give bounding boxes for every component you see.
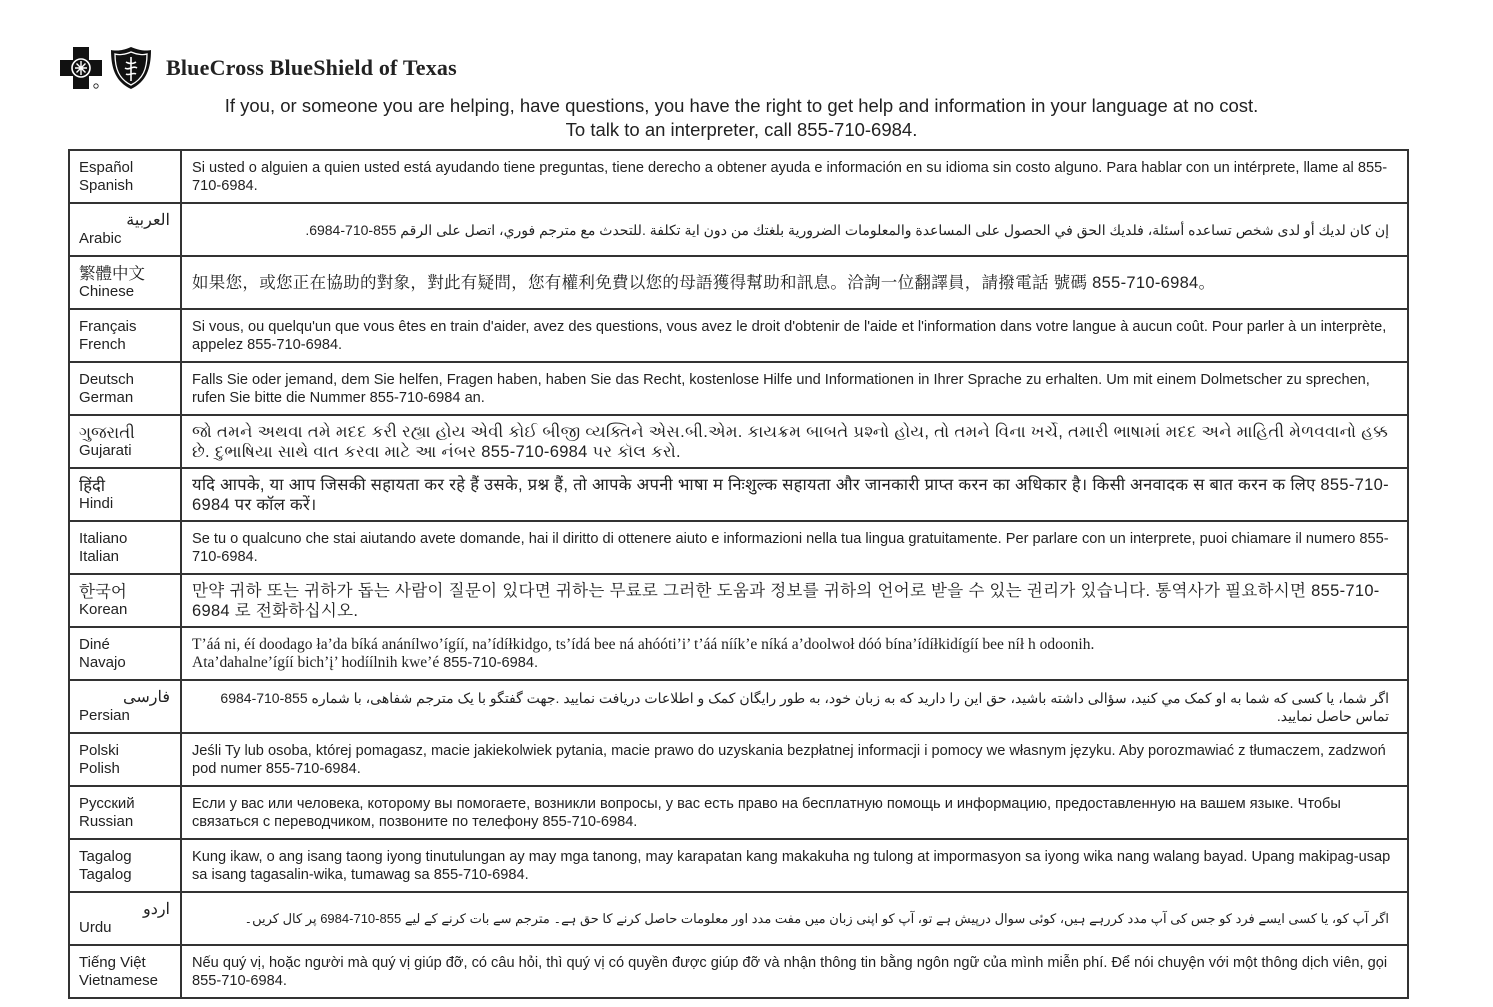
table-row-korean bbox=[69, 574, 1408, 627]
table-row-urdu bbox=[69, 892, 1408, 945]
language-name-cell bbox=[69, 839, 181, 892]
notice-text: यदि आपके, या आप जिसकी सहायता कर रहे हैं उसके, प्रश्न हैं, तो आपके अपनी भाषा म निःशुल्क सहायता और जानकारी प्राप्त करन का अधिकार है। किसी अनवादक स बात करन क लिए 855-710-6984 पर कॉल करें। bbox=[181, 468, 1408, 521]
native-language-name: اردو bbox=[142, 900, 170, 918]
table-row-vietnamese bbox=[69, 945, 1408, 998]
notice-text: Falls Sie oder jemand, dem Sie helfen, Fragen haben, haben Sie das Recht, kostenlose Hilfe und Informationen in Ihrer Sprache zu erhalten. Um mit einem Dolmetscher zu sprechen, rufen Sie bitte die Nummer 855-710-6984 an. bbox=[181, 362, 1408, 415]
notice-text: إن كان لديك أو لدى شخص تساعده أسئلة، فلديك الحق في الحصول على المساعدة والمعلومات الضرورية بلغتك من دون اية تكلفة .للتحدث مع مترجم فوري، اتصل على الرقم 855-710-6984. bbox=[181, 203, 1408, 256]
notice-text: Jeśli Ty lub osoba, której pomagasz, macie jakiekolwiek pytania, macie prawo do uzyskania bezpłatnej informacji i pomocy we własnym języku. Aby porozmawiać z tłumaczem, zadzwoń pod numer 855-710-6984. bbox=[181, 733, 1408, 786]
notice-text: Si vous, ou quelqu'un que vous êtes en train d'aider, avez des questions, vous avez le droit d'obtenir de l'aide et l'information dans votre langue à aucun coût. Pour parler à un interprète, appelez 855-710-6984. bbox=[181, 309, 1408, 362]
table-row-spanish bbox=[69, 150, 1408, 203]
table-row-russian bbox=[69, 786, 1408, 839]
language-name-cell bbox=[69, 362, 181, 415]
native-language-name: हिंदी bbox=[79, 476, 106, 495]
english-language-name: Gujarati bbox=[79, 441, 132, 459]
brand-header bbox=[58, 44, 457, 92]
intro-line-2: To talk to an interpreter, call 855-710-6984. bbox=[565, 119, 918, 140]
notice-text: اگر شما، یا کسی که شما به او کمک مي کنيد، سؤالی داشته باشيد، حق اين را داريد که به زبان خود، به طور رايگان کمک و اطلاعات دريافت نماييد .جهت گفتگو با يک مترجم شفاهی، با شماره 855-710-6984 تماس حاصل نماييد. bbox=[181, 680, 1408, 733]
language-name-cell bbox=[69, 415, 181, 468]
table-row-persian bbox=[69, 680, 1408, 733]
language-name-cell bbox=[69, 521, 181, 574]
native-language-name: Français bbox=[79, 317, 137, 335]
native-language-name: Tiếng Việt bbox=[79, 953, 146, 971]
native-language-name: Italiano bbox=[79, 529, 128, 547]
table-row-navajo bbox=[69, 627, 1408, 680]
blue-cross-icon bbox=[58, 45, 104, 91]
table-row-hindi bbox=[69, 468, 1408, 521]
brand-name: BlueCross BlueShield of Texas bbox=[166, 55, 457, 80]
table-row-gujarati bbox=[69, 415, 1408, 468]
notice-text: Kung ikaw, o ang isang taong iyong tinutulungan ay may mga tanong, may karapatan kang makakuha ng tulong at impormasyon sa iyong wika nang walang bayad. Upang makipag-usap sa isang tagasalin-wika, tumawag sa 855-710-6984. bbox=[181, 839, 1408, 892]
interpreter-phone-number: 855-710-6984. bbox=[443, 654, 539, 671]
english-language-name: Vietnamese bbox=[79, 971, 158, 989]
intro-line-1: If you, or someone you are helping, have questions, you have the right to get help and information in your language at no cost. bbox=[224, 95, 1259, 116]
table-row-chinese bbox=[69, 256, 1408, 309]
notice-text: 만약 귀하 또는 귀하가 돕는 사람이 질문이 있다면 귀하는 무료로 그러한 도움과 정보를 귀하의 언어로 받을 수 있는 권리가 있습니다. 통역사가 필요하시면 855-710-6984 로 전화하십시오. bbox=[181, 574, 1408, 627]
table-row-german bbox=[69, 362, 1408, 415]
english-language-name: Persian bbox=[79, 706, 130, 724]
native-language-name: Español bbox=[79, 158, 134, 176]
english-language-name: Arabic bbox=[79, 229, 122, 247]
notice-text: જો તમને અથવા તમે મદદ કરી રહ્યા હોય એવી કોઈ બીજી વ્યક્તિને એસ.બી.એમ. કાયક્રમ બાબતે પ્રશ્નો હોય, તો તમને વિના ખર્ચે, તમારી ભાષામાં મદદ અને માહિતી મેળવવાનો હક્ક છે. દુભાષિયા સાથે વાત કરવા માટે આ નંબર 855-710-6984 પર કૉલ કરો. bbox=[181, 415, 1408, 468]
english-language-name: Polish bbox=[79, 759, 120, 777]
notice-text-line-1: T’áá ni, éí doodago ła’da bíká anánílwo’ígíí, na’ídíłkidgo, ts’ídá bee ná ahóóti’i’ t’áá níík’e níká a’doolwoł dóó bína’ídíłkidígíí bee níł h odoonih. bbox=[192, 635, 1095, 653]
english-language-name: German bbox=[79, 388, 134, 406]
native-language-name: Русский bbox=[79, 794, 135, 812]
language-name-cell bbox=[69, 627, 181, 680]
notice-text-line-2 bbox=[192, 654, 1395, 672]
notice-text bbox=[181, 627, 1408, 680]
language-name-cell bbox=[69, 309, 181, 362]
english-language-name: Italian bbox=[79, 547, 120, 565]
notice-text: Si usted o alguien a quien usted está ayudando tiene preguntas, tiene derecho a obtener ayuda e información en su idioma sin costo alguno. Para hablar con un intérprete, llame al 855-710-6984. bbox=[181, 150, 1408, 203]
notice-text: Если у вас или человека, которому вы помогаете, возникли вопросы, у вас есть право на бесплатную помощь и информацию, предоставленную на вашем языке. Чтобы связаться с переводчиком, позвоните по телефону 855-710-6984. bbox=[181, 786, 1408, 839]
english-language-name: Russian bbox=[79, 812, 134, 830]
native-language-name: Polski bbox=[79, 741, 120, 759]
language-table bbox=[68, 149, 1409, 999]
language-name-cell bbox=[69, 786, 181, 839]
notice-text: اگر آپ کو، یا کسی ایسے فرد کو جس کی آپ مدد کررہے ہیں، کوئی سوال درپیش ہے تو، آپ کو اپنی زبان میں مفت مدد اور معلومات حاصل کرنے کا حق ہے۔ مترجم سے بات کرنے کے لیے 855-710-6984 پر کال کریں۔ bbox=[181, 892, 1408, 945]
table-row-french bbox=[69, 309, 1408, 362]
english-language-name: Urdu bbox=[79, 918, 112, 936]
english-language-name: French bbox=[79, 335, 126, 353]
table-row-tagalog bbox=[69, 839, 1408, 892]
native-language-name: فارسی bbox=[123, 688, 170, 706]
english-language-name: Tagalog bbox=[79, 865, 132, 883]
native-language-name: 한국어 bbox=[79, 582, 127, 601]
language-name-cell bbox=[69, 256, 181, 309]
english-language-name: Navajo bbox=[79, 653, 126, 671]
blue-shield-icon bbox=[108, 45, 154, 91]
english-language-name: Korean bbox=[79, 600, 128, 618]
native-language-name: Deutsch bbox=[79, 370, 135, 388]
notice-text: 如果您，或您正在協助的對象，對此有疑問，您有權利免費以您的母語獲得幫助和訊息。洽詢一位翻譯員，請撥電話 號碼 855-710-6984。 bbox=[181, 256, 1408, 309]
table-row-arabic bbox=[69, 203, 1408, 256]
language-name-cell bbox=[69, 468, 181, 521]
native-language-name: Tagalog bbox=[79, 847, 132, 865]
native-language-name: العربية bbox=[126, 211, 170, 229]
language-name-cell bbox=[69, 733, 181, 786]
native-language-name: Diné bbox=[79, 635, 110, 653]
table-row-italian bbox=[69, 521, 1408, 574]
native-language-name: ગુજરાતી bbox=[79, 423, 135, 442]
notice-text: Nếu quý vị, hoặc người mà quý vị giúp đỡ, có câu hỏi, thì quý vị có quyền được giúp đỡ và nhận thông tin bằng ngôn ngữ của mình miễn phí. Để nói chuyện với một thông dịch viên, gọi 855-710-6984. bbox=[181, 945, 1408, 998]
language-name-cell bbox=[69, 892, 181, 945]
notice-text-line-2-text: Ata’dahalne’ígíí bich’į’ hodíílnih kwe’é bbox=[192, 653, 440, 671]
english-language-name: Hindi bbox=[79, 494, 114, 512]
language-name-cell bbox=[69, 574, 181, 627]
english-language-name: Chinese bbox=[79, 282, 135, 300]
language-name-cell bbox=[69, 680, 181, 733]
intro-text bbox=[0, 94, 1483, 142]
notice-text: Se tu o qualcuno che stai aiutando avete domande, hai il diritto di ottenere aiuto e informazioni nella tua lingua gratuitamente. Per parlare con un interprete, puoi chiamare il numero 855-710-6984. bbox=[181, 521, 1408, 574]
language-name-cell bbox=[69, 150, 181, 203]
table-row-polish bbox=[69, 733, 1408, 786]
english-language-name: Spanish bbox=[79, 176, 134, 194]
language-name-cell bbox=[69, 945, 181, 998]
language-name-cell bbox=[69, 203, 181, 256]
native-language-name: 繁體中文 bbox=[79, 264, 145, 283]
